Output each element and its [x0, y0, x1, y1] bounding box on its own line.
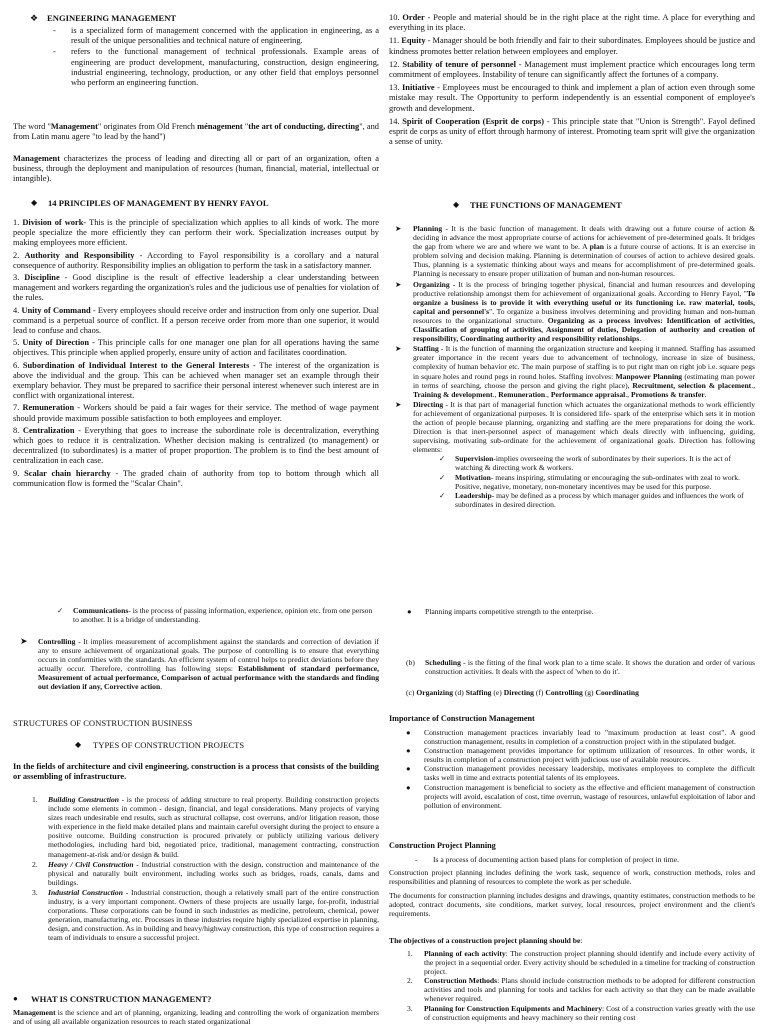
principle-item: 6. Subordination of Individual Interest to the General Interests - The interest of the organization is above the individual and the group. This can be achieved when manager set an example through their exemplary behavior. They must be prepared to sacrifice their personal interest whenever such interest are in conflict with organizational interest.	[13, 360, 380, 401]
objective-item: 3. Planning for Construction Equipments and Machinery: Cost of a construction varies greatly with the use of construction equipments and heavy machinery so their renting cost	[407, 1003, 755, 1022]
round-bullet-icon: ●	[406, 782, 411, 792]
check-bullet-icon: ✓	[439, 490, 446, 500]
objectives-heading: The objectives of a construction project planning should be:	[389, 936, 583, 945]
diamond-bullet-icon: ◆	[75, 740, 82, 749]
direction-element: ✓ Motivation- means inspiring, stimulating or encouraging the sub-ordinates with zeal to work. Positive, negative, monetary, non-monetary incentives may be used for this purpose.	[439, 472, 740, 491]
principle-item: 5. Unity of Direction - This principle calls for one manager one plan for all operations having the same objectives. This principle when applied properly, ensure unity of action and facilitates coordination.	[13, 338, 379, 358]
principle-item: 9. Scalar chain hierarchy - The graded chain of authority from top to bottom through which all communication flow is formed the "Scalar Chain".	[13, 468, 379, 488]
arrow-bullet-icon: ➤	[395, 399, 402, 409]
direction-element: ✓ Leadership- may be defined as a process by which manager guides and influences the work of subordinates in desired direction.	[439, 490, 744, 509]
objective-item: 1. Planning of each activity: The construction project planning should identify and include every activity of the project in a sequential order. Every activity should be scheduled in a timeline for tracking of construction project.	[407, 949, 755, 977]
arrow-bullet-icon: ➤	[395, 224, 402, 233]
type-item: 3. Industrial Construction - Industrial construction, though a relatively small part of the entire construction industry, is a very important component. Owners of these projects are usually large, for-profit, industrial corporations. These corporations can be found in such industries as medicine, petroleum, chemical, power generation, manufacturing, etc. Processes in these industries require highly specialized expertise in planning, design, and construction. As in building and heavy/highway construction, this type of construction requires a team of individuals to ensure a successful project.	[32, 887, 379, 943]
arrow-bullet-icon: ➤	[395, 344, 402, 354]
round-bullet-icon: ●	[13, 994, 18, 1003]
principle-item: 14. Spirit of Cooperation (Esprit de corps) - This principle state that "Union is Strength". Fayol defined esprit de corps as unity of effort through harmony of interest. Promoting team sprit will give the organization a sense of unity.	[389, 116, 756, 147]
eng-mgmt-item: - is a specialized form of management concerned with the application in engineering, as a result of the unique personalities and technical nature of engineering.	[53, 26, 379, 46]
dash-bullet: -	[53, 47, 56, 57]
objectives-list	[407, 949, 755, 1022]
types-intro: In the fields of architecture and civil engineering, construction is a process that consists of the building or assembling of infrastructure.	[13, 762, 379, 782]
principle-item: 3. Discipline - Good discipline is the result of effective leadership a clear understanding between management and workers regarding the organization's rules and the judicious use of penalties for violation of the rules.	[13, 273, 379, 303]
direction-element: ✓ Supervision-implies overseeing the work of subordinates by their superiors. It is the act of watching & directing work & workers.	[439, 454, 731, 473]
principles-list	[13, 218, 379, 489]
arrow-bullet-icon: ➤	[20, 636, 28, 646]
principles-heading: ◆ 14 PRINCIPLES OF MANAGEMENT BY HENRY FAYOL	[31, 198, 269, 208]
check-bullet-icon: ✓	[57, 606, 64, 615]
types-list	[32, 795, 379, 943]
dash-bullet: -	[53, 26, 56, 35]
types-heading: ◆ TYPES OF CONSTRUCTION PROJECTS	[75, 740, 245, 750]
principle-item: 8. Centralization - Everything that goes to increase the subordinate role is decentralization, everything which goes to reduce it is centralization. Whether decision making is centralized (to management) or decentralized (to subordinates) is a matter of proper proportion. The problem is to find the best amount of centralization in each case.	[13, 425, 379, 466]
type-item: 1. Building Construction - is the process of adding structure to real property. Building construction projects include some elements in common - design, financial, and legal considerations. Many projects of varying sizes reach undesirable end results, such as structural collapse, cost overruns, and/or litigation reason, those with experience in the field make detailed plans and maintain careful oversight during the project to ensure a positive outcome. Building construction is procured privately or publicly utilizing various delivery methodologies, including hard bid, negotiated price, traditional, management contracting, construction management-at-risk and/or design & build.	[32, 795, 379, 859]
communications-item: ✓ Communications- is the process of passing information, experience, opinion etc. from one person to another. It is a bridge of understanding.	[57, 606, 373, 625]
origin-paragraph: The word "Management" originates from Old French ménagement "the art of conducting, directing", and from Latin manu agere "to lead by the hand")	[13, 122, 379, 142]
principle-item: 2. Authority and Responsibility - According to Fayol responsibility is a corollary and a natural consequence of authority. Responsibility implies an obligation to perform the task in a satisfactory manner.	[13, 250, 380, 270]
importance-list	[406, 728, 755, 810]
principle-item: 12. Stability of tenure of personnel - Management must implement practice which encourages long term commitment of employees. Instability of tenure can significantly affect the fortunes of a company.	[389, 59, 755, 80]
functions-heading: ◆ THE FUNCTIONS OF MANAGEMENT	[453, 200, 622, 210]
type-item: 2. Heavy / Civil Construction - Industrial construction with the design, construction and maintenance of the physical and naturally built environment, including works such as bridges, roads, canals, dams and buildings.	[32, 859, 380, 887]
diamond-bullet-icon: ❖	[30, 13, 39, 23]
diamond-bullet-icon: ◆	[453, 200, 460, 209]
principle-item: 10. Order - People and material should be in the right place at the right time. A place for everything and everything in its place.	[389, 13, 755, 33]
round-bullet-icon: ●	[407, 607, 412, 616]
principle-item: 1. Division of work- This is the principle of specialization which applies to all kinds of work. The more people specialize the more efficiently they can perform their work. Specialization increases output by making employees more efficient.	[13, 218, 379, 248]
principle-item: 4. Unity of Command - Every employees should receive order and instruction from only one superior. Dual command is a perpetual source of conflict. If a person receive order from more than one superior, it would lead to confuse and chaos.	[13, 305, 380, 336]
function-staffing: ➤ Staffing - It is the function of manning the organization structure and keeping it manned. Staffing has assumed greater importance in the recent years due to advancement of technology, increase in size of business, complexity of human behavior etc. The main purpose of staffing is to put right man on right job i.e. square pegs in square holes and round pegs in round holes. Staffing involves: Manpower Planning (estimating man power in terms of searching, choose the person and giving the right place), Recruitment, selection & placement., Training & development., Remuneration., Performance appraisal., Promotions & transfer.	[395, 344, 755, 399]
dash-bullet: -	[415, 855, 418, 864]
controlling-item: ➤ Controlling - It implies measurement of accomplishment against the standards and correction of deviation if any to ensure achievement of organizational goals. The purpose of controlling is to ensure that everything occurs in conformities with the standards. An efficient system of control helps to predict deviations before they actually occur. Therefore, controlling has following steps: Establishment of standard performance, Measurement of actual performance, Comparison of actual performance with the standards and finding out deviation if any, Corrective action.	[20, 636, 379, 692]
eng-mgmt-heading: ENGINEERING MANAGEMENT	[47, 13, 177, 23]
direction-elements	[439, 454, 755, 509]
eng-mgmt-section	[30, 13, 379, 88]
scheduling-item: (b) Scheduling - is the fitting of the final work plan to a time scale. It shows the duration and order of various construction activities. It deals with the aspect of 'when to do it'.	[406, 658, 755, 677]
structures-heading: STRUCTURES OF CONSTRUCTION BUSINESS	[13, 718, 193, 728]
functions-list	[395, 224, 755, 509]
cpp-heading: Construction Project Planning	[389, 841, 496, 850]
check-bullet-icon: ✓	[439, 472, 446, 482]
principle-item: 7. Remuneration - Workers should be paid a fair wages for their service. The method of wage payment should provide maximum possible satisfaction to both employees and employer.	[13, 403, 380, 423]
function-planning: ➤ Planning - It is the basic function of management. It deals with drawing out a future course of action & deciding in advance the most appropriate course of actions for achievement of pre-determined goals. It bridges the gap from where we are and where we want to be. A plan is a future course of actions. It is an exercise in problem solving and decision making. Planning is determination of courses of action to achieve desired goals. Thus, planning is a systematic thinking about ways and means for accomplishment of pre-determined goals. Planning is necessary to ensure proper utilization of human and non-human resources.	[395, 224, 755, 279]
importance-item: ● Construction management is beneficial to society as the effective and efficient management of construction projects will avoid, escalation of cost, time overrun, wastage of resources, unlawful exploitation of labor and pollution of environment.	[406, 782, 755, 810]
cpp-paragraph: The documents for construction planning includes designs and drawings, quantity estimates, construction methods to be adopted, contract documents, site conditions, market survey, local resources, project environment and the client's requirements.	[389, 891, 755, 919]
cpp-paragraph: Construction project planning includes defining the work task, sequence of work, construction methods, roles and responsibilities and planning of resources to complete the work as per schedule.	[389, 868, 755, 887]
check-bullet-icon: ✓	[439, 454, 446, 464]
round-bullet-icon: ●	[406, 746, 411, 756]
round-bullet-icon: ●	[406, 764, 411, 774]
planning-bullet: ● Planning imparts competitive strength to the enterprise.	[407, 607, 594, 616]
functions-inline-list: (c) Organizing (d) Staffing (e) Directing (f) Controlling (g) Coordinating	[406, 688, 639, 697]
importance-item: ● Construction management practices invariably lead to "maximum production at least cost". A good construction management, results in completion of a construction project with in the stipulated budget.	[406, 728, 755, 747]
diamond-bullet-icon: ◆	[31, 198, 38, 207]
importance-heading: Importance of Construction Management	[389, 714, 535, 723]
what-is-cm-heading: ● WHAT IS CONSTRUCTION MANAGEMENT?	[13, 994, 212, 1004]
eng-mgmt-item: - refers to the functional management of technical professionals. Example areas of engineering are product development, manufacturing, construction, design engineering, industrial engineering, technology, production, or any other field that employs personnel who perform an engineering function.	[53, 47, 379, 88]
importance-item: ● Construction management provides importance for optimum utilization of resources. In other words, it results in completion of a construction project with judicious use of available resources.	[406, 746, 755, 765]
function-directing: ➤ Directing - It is that part of managerial function which actuates the organizational methods to work efficiently for achievement of organizational purposes. It is considered life- spark of the enterprise which sets it in motion the action of people because planning, organizing and staffing are the mere preparations for doing the work. Direction is that inert-personnel aspect of management which deals directly with influencing, guiding, supervising, motivating sub-ordinate for the achievement of organizational goals. Direction has following elements:	[395, 399, 755, 455]
management-definition: Management characterizes the process of leading and directing all or part of an organization, often a business, through the deployment and manipulation of resources (human, financial, material, intellectual or intangible).	[13, 154, 379, 184]
arrow-bullet-icon: ➤	[395, 279, 402, 289]
importance-item: ● Construction management provides necessary leadership, motivates employees to complete the difficult tasks well in time and extracts potential talents of its employees.	[406, 764, 755, 783]
principle-item: 11. Equity - Manager should be both friendly and fair to their subordinates. Employees should be justice and kindness promotes better relation between employees and employer.	[389, 36, 756, 56]
principles-list-continued	[389, 13, 755, 147]
objective-item: 2. Construction Methods: Plans should include construction methods to be adopted for different construction activities and tools and planning for tools and tackles for each activity so that they can be made available whenever required.	[407, 976, 755, 1004]
what-is-cm-paragraph: Management is the science and art of planning, organizing, leading and controlling the work of organization members and of using all available organization resources to reach stated organizational	[13, 1008, 379, 1026]
principle-item: 13. Initiative - Employees must be encouraged to think and implement a plan of action even through some mistake may result. The Opportunity to perform independently is an essential component of employee's growth and development.	[389, 83, 755, 113]
function-organizing: ➤ Organizing - It is the process of bringing together physical, financial and human resources and developing productive relationship amongst them for achievement of organizational goals. According to Henry Fayol, "To organize a business is to provide it with everything useful or its functioning i.e. raw material, tools, capital and personnel's". To organize a business involves determining and providing human and non-human resources to the organizational structure. Organizing as a process involves: Identification of activities, Classification of grouping of activities, Assignment of duties, Delegation of authority and creation of responsibility, Coordinating authority and responsibility relationships.	[395, 279, 755, 344]
round-bullet-icon: ●	[406, 728, 411, 737]
cpp-dash-item: - Is a process of documenting action based plans for completion of project in time.	[415, 855, 679, 864]
